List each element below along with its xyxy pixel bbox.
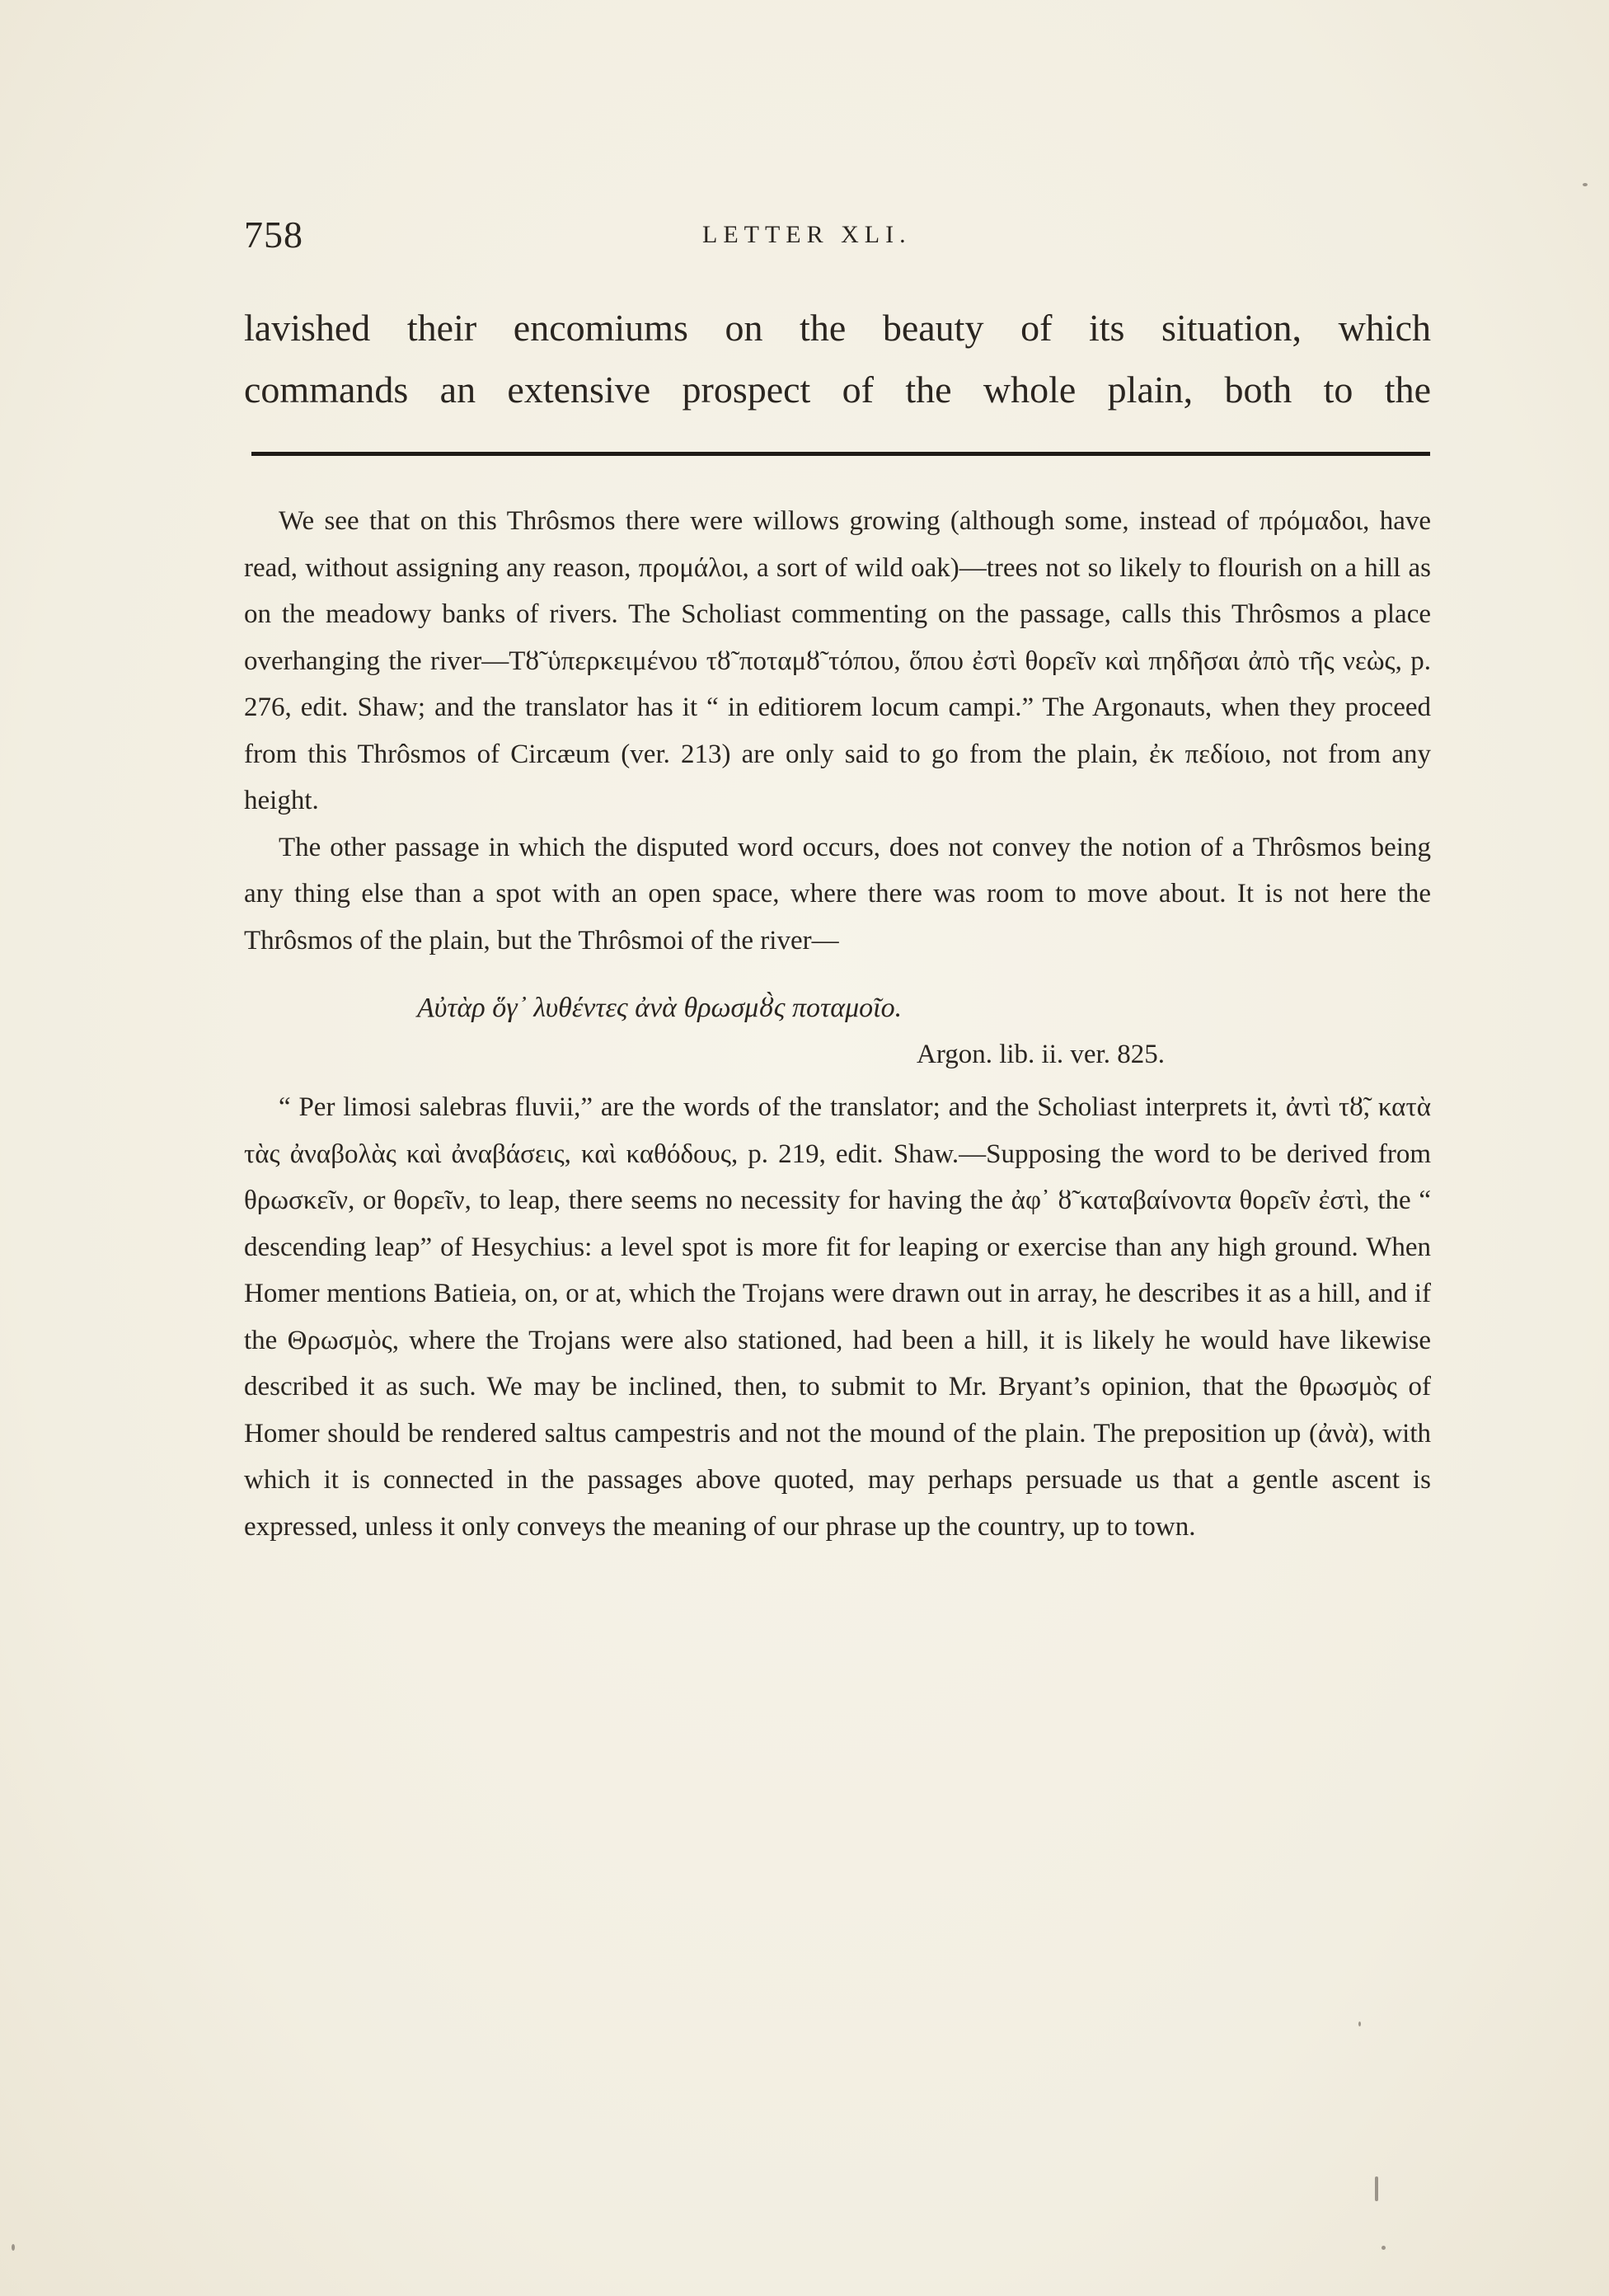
footnote-paragraph-1: We see that on this Thrôsmos there were willows growing (although some, instead of πρόμαδοι, have read, without assigning any reason, προμάλοι, a sort of wild oak)—trees not so likely to flourish on a hill as on the meadowy banks of rivers. The Scholiast commenting on the passage, calls this Thrôsmos a place overhanging the river—Τȣ̃ ὑπερκειμένου τȣ̃ ποταμȣ̃ τόπου, ὅπου ἐστὶ θορεῖν καὶ πηδῆσαι ἀπὸ τῆς νεὼς, p. 276, edit. Shaw; and the translator has it “ in editiorem locum campi.” The Argonauts, when they proceed from this Thrôsmos of Circæum (ver. 213) are only said to go from the plain, ἐκ πεδίοιο, not from any height.: [244, 506, 1431, 815]
page-number: 758: [244, 214, 303, 256]
page-header: [244, 213, 1431, 262]
paper-speck: [12, 2244, 15, 2251]
main-text: [244, 297, 1431, 420]
footnote-paragraph-2: The other passage in which the disputed word occurs, does not convey the notion of a Thrôsmos being any thing else than a spot with an open space, where there was room to move about. It is not here the Thrôsmos of the plain, but the Thrôsmoi of the river—: [244, 832, 1431, 955]
footnote-paragraph-3: “ Per limosi salebras fluvii,” are the words of the translator; and the Scholiast interprets it, ἀντὶ τȣ̃, κατὰ τὰς ἀναβολὰς καὶ ἀναβάσεις, καὶ καθόδους, p. 219, edit. Shaw.—Supposing the word to be derived from θρωσκεῖν, or θορεῖν, to leap, there seems no necessity for having the ἀφ᾽ ȣ̃ καταβαίνοντα θορεῖν ἐστὶ, the “ descending leap” of Hesychius: a level spot is more fit for leaping or exercise than any high ground. When Homer mentions Batieia, on, or at, which the Trojans were drawn out in array, he describes it as a hill, and if the Θρωσμὸς, where the Trojans were also stationed, had been a hill, it is likely he would have likewise described it as such. We may be inclined, then, to submit to Mr. Bryant’s opinion, that the θρωσμὸς of Homer should be rendered saltus campestris and not the mound of the plain. The preposition up (ἀνὰ), with which it is connected in the passages above quoted, may perhaps persuade us that a gentle ascent is expressed, unless it only conveys the meaning of our phrase up the country, up to town.: [244, 1092, 1431, 1542]
footnote: [244, 498, 1431, 1550]
main-text-line-1: lavished their encomiums on the beauty of its situation, which: [244, 307, 1431, 349]
paper-speck: [1381, 2246, 1386, 2250]
quotation-line: Αὐτὰρ ὅγ᾽ λυθέντες ἀνὰ θρωσμȣ̀ς ποταμοῖο.: [417, 993, 903, 1023]
running-title: LETTER XLI.: [702, 221, 912, 248]
greek-quotation: [244, 985, 1431, 1084]
main-text-line-2: commands an extensive prospect of the whole plain, both to the: [244, 369, 1431, 411]
paper-speck: [1375, 2176, 1378, 2201]
paper-speck: [1358, 2021, 1361, 2026]
footnote-divider-rule: [251, 452, 1430, 456]
quotation-source: Argon. lib. ii. ver. 825.: [917, 1040, 1165, 1069]
paper-speck: [1583, 183, 1588, 186]
